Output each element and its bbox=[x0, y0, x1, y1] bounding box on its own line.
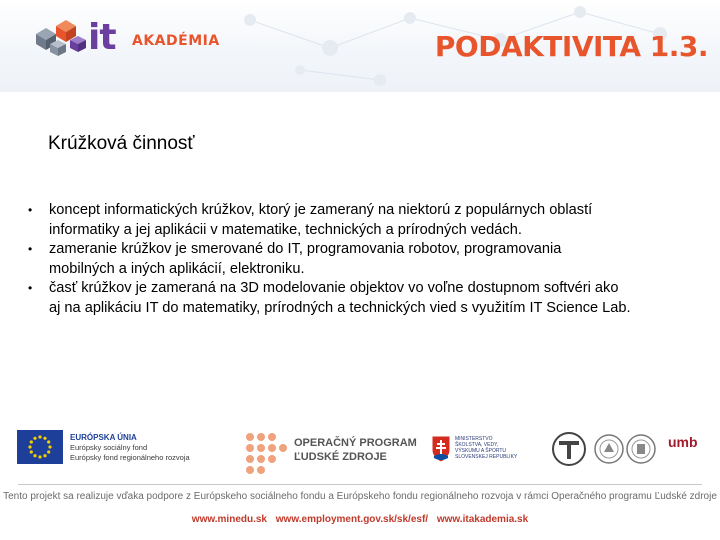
bullet-line: aj na aplikáciu IT do matematiky, prírodných a technických vied s využitím IT Science Lab. bbox=[49, 299, 631, 316]
bullet-icon: • bbox=[28, 242, 33, 256]
footer-divider bbox=[18, 484, 702, 485]
eu-title: EURÓPSKA ÚNIA bbox=[70, 433, 137, 442]
ministry-line: SLOVENSKEJ REPUBLIKY bbox=[455, 454, 518, 460]
link-itakademia[interactable]: www.itakademia.sk bbox=[436, 514, 529, 525]
footer-links bbox=[0, 514, 720, 525]
bullet-line: zameranie krúžkov je smerované do IT, programovania robotov, programovania bbox=[49, 241, 562, 257]
link-employment[interactable]: www.employment.gov.sk/sk/esf/ bbox=[275, 514, 429, 525]
section-title: Krúžková činnosť bbox=[48, 133, 195, 154]
eu-text bbox=[70, 433, 190, 463]
activity-title: PODAKTIVITA 1.3. bbox=[434, 30, 708, 63]
ministry-line: VÝSKUMU A ŠPORTU bbox=[455, 448, 507, 454]
tu-logo-icon bbox=[552, 432, 586, 466]
bullet-icon: • bbox=[28, 281, 33, 295]
logo-cubes-icon bbox=[26, 14, 90, 64]
it-akademia-logo bbox=[26, 14, 226, 64]
logo-akademia-text: AKADÉMIA bbox=[132, 33, 220, 49]
op-text bbox=[294, 436, 417, 464]
bullet-list bbox=[28, 201, 708, 318]
ministry-line: MINISTERSTVO bbox=[455, 436, 493, 442]
op-line: ĽUDSKÉ ZDROJE bbox=[294, 451, 387, 463]
logo-it-text: it bbox=[88, 17, 116, 58]
eu-line: Európsky sociálny fond bbox=[70, 443, 148, 452]
university-seal-icon bbox=[626, 434, 656, 464]
bullet-line: informatiky a jej aplikácii v matematike, technických a prírodných vedách. bbox=[49, 221, 522, 238]
sk-crest-icon bbox=[430, 434, 452, 464]
list-item bbox=[28, 201, 708, 240]
link-minedu[interactable]: www.minedu.sk bbox=[191, 514, 267, 525]
list-item bbox=[28, 240, 708, 279]
bullet-icon: • bbox=[28, 203, 33, 217]
ministry-text bbox=[455, 436, 517, 460]
ministry-line: ŠKOLSTVA, VEDY, bbox=[455, 442, 499, 448]
bullet-line: mobilných a iných aplikácií, elektroniku. bbox=[49, 260, 305, 277]
eu-flag-icon bbox=[17, 430, 63, 464]
op-dots-icon bbox=[243, 430, 289, 476]
bullet-line: koncept informatických krúžkov, ktorý je zameraný na niektorú z populárnych oblastí bbox=[49, 202, 593, 218]
op-line: OPERAČNÝ PROGRAM bbox=[294, 437, 417, 449]
list-item bbox=[28, 279, 708, 318]
university-seal-icon bbox=[594, 434, 624, 464]
umb-logo: umb bbox=[668, 434, 698, 450]
footer-note: Tento projekt sa realizuje vďaka podpore z Európskeho sociálneho fondu a Európskeho fondu regionálneho rozvoja v rámci Operačného programu Ľudské zdroje bbox=[3, 491, 717, 502]
eu-line: Európsky fond regionálneho rozvoja bbox=[70, 453, 190, 462]
bullet-line: časť krúžkov je zameraná na 3D modelovanie objektov vo voľne dostupnom softvéri ako bbox=[49, 280, 619, 296]
footer-logos bbox=[0, 428, 720, 480]
